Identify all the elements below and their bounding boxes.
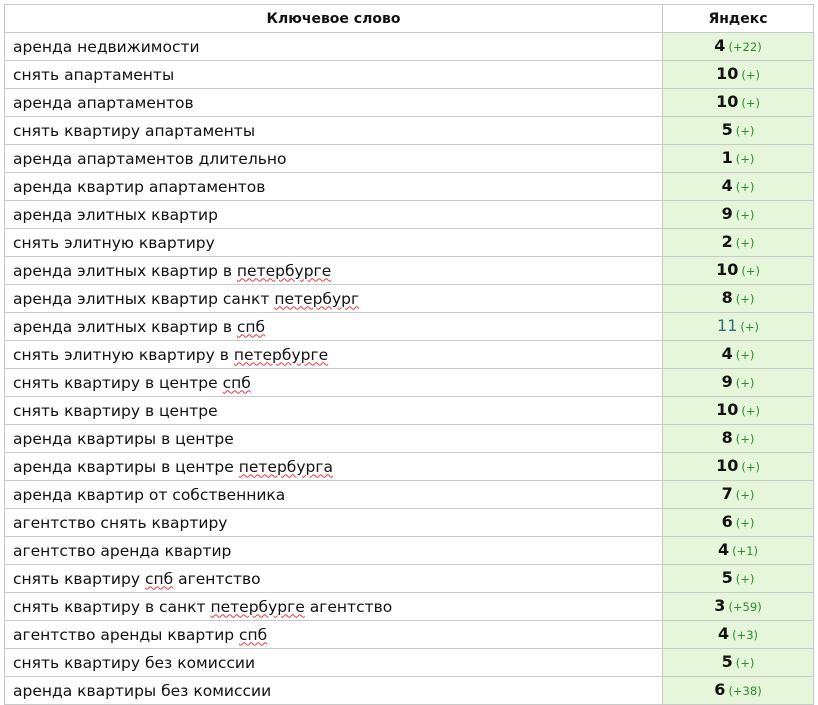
yandex-position-cell[interactable] bbox=[663, 117, 814, 145]
position-change: (+) bbox=[735, 292, 755, 306]
position-value: 8 bbox=[721, 288, 733, 307]
position-value: 5 bbox=[721, 568, 733, 587]
table-row bbox=[5, 285, 814, 313]
table-row bbox=[5, 145, 814, 173]
position-value: 5 bbox=[721, 120, 733, 139]
position-change: (+) bbox=[741, 460, 760, 474]
keyword-segment: аренда квартиры без комиссии bbox=[13, 681, 272, 700]
keyword-cell[interactable] bbox=[5, 313, 663, 341]
keyword-cell[interactable] bbox=[5, 229, 663, 257]
yandex-position-cell[interactable] bbox=[663, 145, 814, 173]
position-change: (+) bbox=[741, 264, 760, 278]
position-value: 10 bbox=[716, 400, 739, 419]
keyword-segment: аренда апартаментов длительно bbox=[13, 149, 287, 168]
yandex-position-cell[interactable] bbox=[663, 341, 814, 369]
table-row bbox=[5, 33, 814, 61]
position-value: 9 bbox=[721, 204, 733, 223]
position-change: (+) bbox=[735, 348, 755, 362]
table-row bbox=[5, 313, 814, 341]
yandex-position-cell[interactable] bbox=[663, 481, 814, 509]
keyword-segment: аренда квартир апартаментов bbox=[13, 177, 266, 196]
keyword-misspelled-segment: петербурге bbox=[210, 597, 305, 616]
yandex-position-cell[interactable] bbox=[663, 453, 814, 481]
table-row bbox=[5, 117, 814, 145]
keyword-segment: снять апартаменты bbox=[13, 65, 175, 84]
yandex-position-cell[interactable] bbox=[663, 313, 814, 341]
position-value: 1 bbox=[721, 148, 733, 167]
keyword-cell[interactable] bbox=[5, 509, 663, 537]
keyword-segment: снять элитную квартиру в bbox=[13, 345, 234, 364]
keyword-cell[interactable] bbox=[5, 61, 663, 89]
position-value: 4 bbox=[721, 344, 733, 363]
position-value: 4 bbox=[717, 540, 730, 559]
keyword-cell[interactable] bbox=[5, 397, 663, 425]
position-change: (+) bbox=[735, 656, 755, 670]
position-change: (+) bbox=[735, 236, 755, 250]
position-value: 11 bbox=[717, 316, 738, 335]
keyword-column-header[interactable]: Ключевое слово bbox=[5, 5, 663, 33]
table-row bbox=[5, 425, 814, 453]
yandex-position-cell[interactable] bbox=[663, 509, 814, 537]
position-change: (+3) bbox=[732, 628, 759, 642]
keyword-misspelled-segment: спб bbox=[222, 373, 251, 392]
position-value: 9 bbox=[721, 372, 733, 391]
keyword-cell[interactable] bbox=[5, 677, 663, 705]
keyword-segment: агентство аренда квартир bbox=[13, 541, 232, 560]
position-change: (+22) bbox=[728, 40, 762, 54]
keyword-segment: снять квартиру без комиссии bbox=[13, 653, 256, 672]
keyword-segment: агентство аренды квартир bbox=[13, 625, 240, 644]
keyword-segment: снять квартиру в центре bbox=[13, 401, 218, 420]
keyword-cell[interactable] bbox=[5, 481, 663, 509]
table-body bbox=[5, 33, 814, 705]
keyword-misspelled-segment: петербурга bbox=[238, 457, 334, 476]
keyword-segment: аренда элитных квартир в bbox=[13, 317, 237, 336]
yandex-position-cell[interactable] bbox=[663, 33, 814, 61]
keyword-cell[interactable] bbox=[5, 369, 663, 397]
position-value: 10 bbox=[716, 260, 739, 279]
position-change: (+) bbox=[735, 432, 755, 446]
yandex-position-cell[interactable] bbox=[663, 565, 814, 593]
yandex-position-cell[interactable] bbox=[663, 257, 814, 285]
table-row bbox=[5, 537, 814, 565]
table-row bbox=[5, 173, 814, 201]
position-value: 10 bbox=[716, 92, 739, 111]
keyword-segment: снять квартиру апартаменты bbox=[13, 121, 256, 140]
keyword-cell[interactable] bbox=[5, 33, 663, 61]
keyword-segment: аренда квартиры в центре bbox=[13, 429, 234, 448]
position-change: (+) bbox=[740, 320, 759, 334]
keyword-segment: аренда элитных квартир в bbox=[13, 261, 237, 280]
table-row bbox=[5, 89, 814, 117]
position-value: 5 bbox=[721, 652, 733, 671]
header-row bbox=[5, 5, 814, 33]
yandex-position-cell[interactable] bbox=[663, 229, 814, 257]
keyword-cell[interactable] bbox=[5, 285, 663, 313]
position-value: 3 bbox=[714, 596, 726, 615]
yandex-column-header[interactable]: Яндекс bbox=[663, 5, 814, 33]
position-change: (+) bbox=[735, 572, 755, 586]
position-change: (+) bbox=[735, 124, 755, 138]
keyword-cell[interactable] bbox=[5, 537, 663, 565]
position-value: 2 bbox=[721, 232, 733, 251]
position-change: (+) bbox=[735, 180, 755, 194]
keyword-segment: снять квартиру в центре bbox=[13, 373, 223, 392]
position-value: 8 bbox=[721, 428, 733, 447]
table-row bbox=[5, 257, 814, 285]
yandex-position-cell[interactable] bbox=[663, 621, 814, 649]
keyword-cell[interactable] bbox=[5, 621, 663, 649]
table-row bbox=[5, 481, 814, 509]
keyword-segment: аренда квартир от собственника bbox=[13, 485, 286, 504]
yandex-position-cell[interactable] bbox=[663, 369, 814, 397]
position-value: 7 bbox=[721, 484, 733, 503]
keyword-segment: аренда элитных квартир bbox=[13, 205, 218, 224]
position-value: 6 bbox=[721, 512, 733, 531]
table-row bbox=[5, 649, 814, 677]
position-change: (+) bbox=[741, 68, 760, 82]
table-row bbox=[5, 229, 814, 257]
keyword-segment: снять квартиру bbox=[13, 569, 145, 588]
position-value: 10 bbox=[716, 64, 739, 83]
keyword-segment: агентство снять квартиру bbox=[13, 513, 228, 532]
yandex-position-cell[interactable] bbox=[663, 201, 814, 229]
keyword-segment: аренда элитных квартир санкт bbox=[13, 289, 275, 308]
keyword-cell[interactable] bbox=[5, 145, 663, 173]
table-row bbox=[5, 509, 814, 537]
keyword-cell[interactable] bbox=[5, 117, 663, 145]
keyword-segment: аренда недвижимости bbox=[13, 37, 200, 56]
position-value: 6 bbox=[714, 680, 726, 699]
yandex-position-cell[interactable] bbox=[663, 677, 814, 705]
keyword-cell[interactable] bbox=[5, 425, 663, 453]
keyword-segment: аренда квартиры в центре bbox=[13, 457, 239, 476]
table-row bbox=[5, 593, 814, 621]
keyword-misspelled-segment: спб bbox=[144, 569, 174, 588]
table-row bbox=[5, 453, 814, 481]
keyword-segment: агентство bbox=[304, 597, 393, 616]
keyword-cell[interactable] bbox=[5, 593, 663, 621]
keyword-cell[interactable] bbox=[5, 173, 663, 201]
position-change: (+) bbox=[735, 208, 755, 222]
keyword-misspelled-segment: спб bbox=[239, 625, 268, 644]
table-row bbox=[5, 201, 814, 229]
table-row bbox=[5, 369, 814, 397]
yandex-position-cell[interactable] bbox=[663, 425, 814, 453]
position-value: 4 bbox=[714, 36, 726, 55]
table-row bbox=[5, 565, 814, 593]
keyword-misspelled-segment: петербурге bbox=[233, 345, 329, 364]
table-row bbox=[5, 61, 814, 89]
yandex-position-cell[interactable] bbox=[663, 397, 814, 425]
position-change: (+) bbox=[735, 488, 755, 502]
position-change: (+) bbox=[735, 516, 755, 530]
yandex-position-cell[interactable] bbox=[663, 173, 814, 201]
keyword-misspelled-segment: петербург bbox=[274, 289, 360, 308]
position-change: (+1) bbox=[732, 544, 759, 558]
yandex-position-cell[interactable] bbox=[663, 537, 814, 565]
keyword-rankings-table bbox=[4, 4, 814, 705]
keyword-cell[interactable] bbox=[5, 565, 663, 593]
keyword-segment: агентство bbox=[173, 569, 261, 588]
keyword-cell[interactable] bbox=[5, 649, 663, 677]
keyword-cell[interactable] bbox=[5, 453, 663, 481]
position-change: (+) bbox=[741, 404, 760, 418]
yandex-position-cell[interactable] bbox=[663, 649, 814, 677]
position-value: 4 bbox=[721, 176, 733, 195]
position-change: (+) bbox=[735, 376, 755, 390]
keyword-misspelled-segment: спб bbox=[236, 317, 266, 336]
keyword-cell[interactable] bbox=[5, 257, 663, 285]
yandex-position-cell[interactable] bbox=[663, 61, 814, 89]
yandex-position-cell[interactable] bbox=[663, 593, 814, 621]
position-value: 4 bbox=[717, 624, 730, 643]
keyword-segment: снять квартиру в санкт bbox=[13, 597, 211, 616]
keyword-cell[interactable] bbox=[5, 89, 663, 117]
keyword-cell[interactable] bbox=[5, 341, 663, 369]
keyword-cell[interactable] bbox=[5, 201, 663, 229]
yandex-position-cell[interactable] bbox=[663, 285, 814, 313]
position-change: (+38) bbox=[728, 684, 762, 698]
table-row bbox=[5, 677, 814, 705]
keyword-segment: снять элитную квартиру bbox=[13, 233, 215, 252]
position-value: 10 bbox=[716, 456, 739, 475]
yandex-position-cell[interactable] bbox=[663, 89, 814, 117]
position-change: (+59) bbox=[728, 600, 762, 614]
keyword-misspelled-segment: петербурге bbox=[236, 261, 332, 280]
table-row bbox=[5, 341, 814, 369]
table-row bbox=[5, 621, 814, 649]
table-row bbox=[5, 397, 814, 425]
position-change: (+) bbox=[735, 152, 755, 166]
position-change: (+) bbox=[741, 96, 760, 110]
keyword-segment: аренда апартаментов bbox=[13, 93, 194, 112]
